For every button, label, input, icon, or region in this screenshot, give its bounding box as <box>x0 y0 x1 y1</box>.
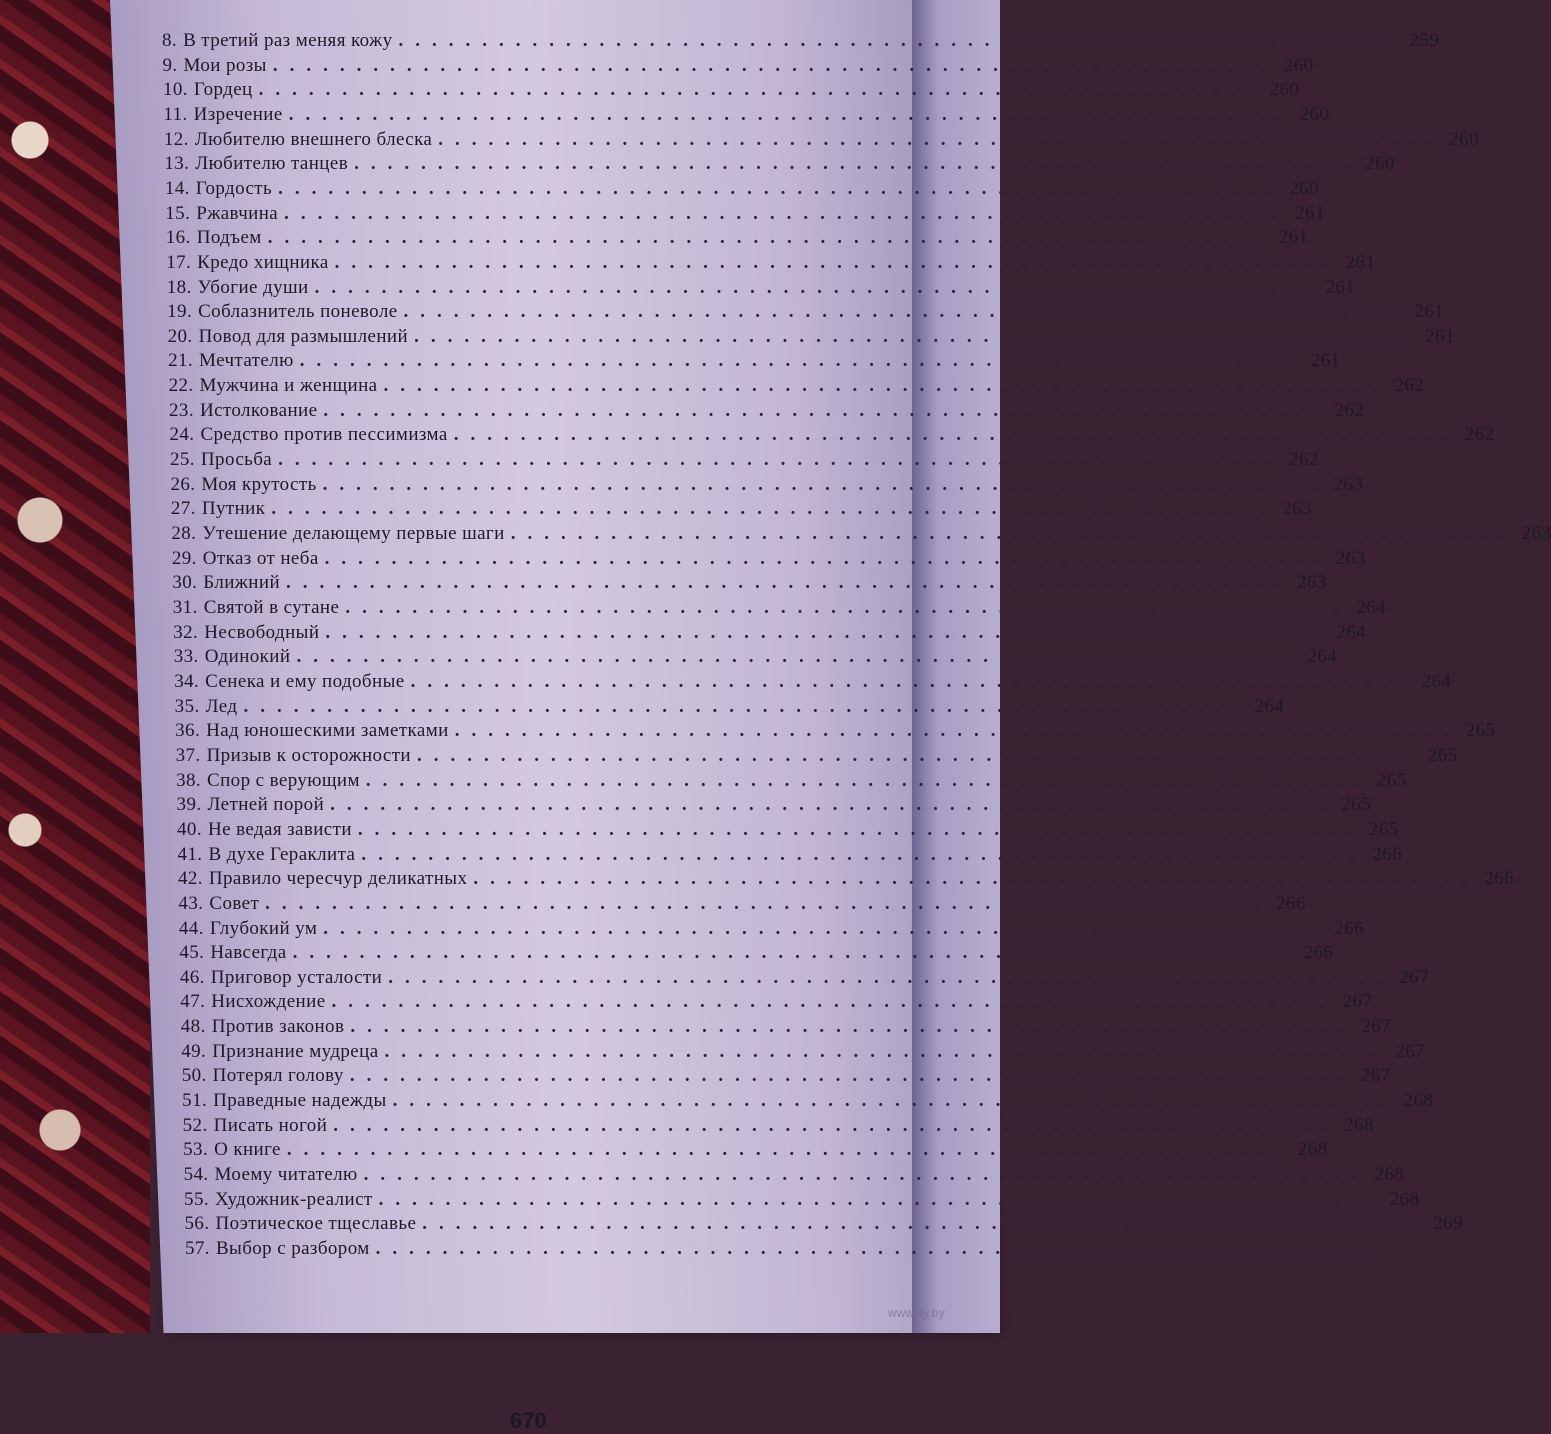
toc-entry-number: 44. <box>178 917 204 939</box>
dot-leader: ............................................................ <box>330 794 1336 816</box>
toc-entry-number: 13. <box>164 153 190 175</box>
toc-entry-title: Мужчина и женщина <box>199 375 378 397</box>
dot-leader: ............................................................ <box>314 276 1320 298</box>
toc-entry <box>182 1114 1374 1137</box>
toc-entry-number: 43. <box>178 892 204 914</box>
dot-leader: ............................................................ <box>392 1090 1398 1112</box>
dot-leader: ............................................................ <box>334 251 1340 273</box>
dot-leader: ............................................................ <box>422 1213 1428 1235</box>
toc-entry <box>183 1139 1328 1161</box>
toc-entry-number: 34. <box>174 670 200 692</box>
toc-entry-number: 27. <box>170 498 196 520</box>
dot-leader: ............................................................ <box>265 892 1271 914</box>
toc-entry-title: Повод для размышлений <box>198 325 409 347</box>
toc-entry-page: 261 <box>1310 350 1341 372</box>
toc-entry <box>166 276 1356 299</box>
dot-leader: ............................................................ <box>243 695 1249 717</box>
toc-entry-title: Убогие души <box>197 276 309 298</box>
toc-entry-page: 263 <box>1282 498 1313 520</box>
dot-leader: ............................................................ <box>284 202 1290 224</box>
toc-entry <box>181 1040 1426 1063</box>
toc-entry-number: 55. <box>184 1188 209 1210</box>
toc-entry <box>177 843 1403 866</box>
toc-entry-title: Писать ногой <box>213 1114 328 1136</box>
dot-leader: ............................................................ <box>350 1016 1356 1038</box>
dot-leader: ............................................................ <box>384 1040 1390 1062</box>
toc-entry <box>169 399 1365 422</box>
toc-entry <box>164 177 1319 200</box>
dot-leader: ............................................................ <box>322 473 1328 495</box>
toc-entry-page: 260 <box>1289 177 1319 199</box>
dot-leader: ............................................................ <box>354 153 1360 175</box>
toc-entry <box>183 1164 1405 1186</box>
toc-entry-title: Одинокий <box>204 646 291 668</box>
dot-leader: ............................................................ <box>324 547 1330 569</box>
dot-leader: ............................................................ <box>323 399 1329 421</box>
toc-entry-title: В третий раз меняя кожу <box>183 30 393 51</box>
dot-leader: ............................................................ <box>453 424 1459 446</box>
toc-entry-title: Потерял голову <box>212 1065 344 1087</box>
toc-entry-number: 38. <box>176 769 202 791</box>
toc-entry-title: Гордость <box>195 177 273 199</box>
toc-entry-number: 37. <box>175 744 201 766</box>
page-number: 670 <box>510 1408 547 1433</box>
toc-entry-number: 17. <box>166 251 192 273</box>
toc-entry <box>175 744 1458 767</box>
toc-entry-number: 57. <box>185 1238 210 1259</box>
toc-entry <box>185 1238 1381 1260</box>
toc-entry-title: Над юношескими заметками <box>206 720 449 742</box>
toc-entry-title: Мои розы <box>183 54 267 76</box>
toc-entry <box>170 498 1313 520</box>
toc-entry-title: Навсегда <box>210 942 287 964</box>
toc-entry-title: Мечтателю <box>199 350 294 372</box>
toc-entry-number: 46. <box>179 966 205 988</box>
toc-entry-page: 263 <box>1521 523 1551 545</box>
toc-entry-page: 261 <box>1325 276 1356 298</box>
toc-entry-title: Ржавчина <box>196 202 279 224</box>
toc-entry <box>173 646 1338 668</box>
toc-entry <box>167 325 1455 348</box>
dot-leader: ............................................................ <box>286 1139 1292 1161</box>
toc-entry <box>174 670 1452 693</box>
toc-entry-number: 47. <box>180 991 206 1013</box>
toc-entry-page: 266 <box>1303 942 1334 964</box>
toc-entry-title: Праведные надежды <box>213 1090 387 1112</box>
toc-entry-page: 268 <box>1389 1188 1420 1210</box>
toc-entry-number: 19. <box>167 301 193 323</box>
toc-entry-page: 261 <box>1414 301 1445 323</box>
dot-leader: ............................................................ <box>278 177 1284 199</box>
toc-entry-page: 262 <box>1289 449 1319 471</box>
toc-entry-title: Художник-реалист <box>215 1188 373 1210</box>
dot-leader: ............................................................ <box>510 523 1516 545</box>
toc-entry-title: Против законов <box>211 1016 345 1038</box>
toc-entry-page: 260 <box>1449 128 1479 150</box>
toc-entry <box>162 54 1314 77</box>
toc-entry <box>165 227 1309 249</box>
toc-entry-title: Сенека и ему подобные <box>205 670 405 692</box>
toc-entry-number: 25. <box>169 449 195 471</box>
toc-entry-number: 30. <box>172 572 198 594</box>
dot-leader: ............................................................ <box>410 670 1416 692</box>
toc-entry-title: Несвободный <box>204 621 320 643</box>
toc-entry-title: Поэтическое тщеславье <box>215 1213 417 1235</box>
toc-entry-number: 22. <box>168 375 194 397</box>
toc-entry-page: 262 <box>1464 424 1495 446</box>
toc-entry-page: 264 <box>1421 670 1452 692</box>
dot-leader: ............................................................ <box>403 301 1409 323</box>
toc-entry-title: Любителю танцев <box>195 153 349 175</box>
toc-entry-number: 33. <box>173 646 199 668</box>
toc-entry-title: Отказ от неба <box>202 547 319 569</box>
toc-entry-number: 12. <box>163 128 189 150</box>
toc-entry-page: 259 <box>1409 30 1440 51</box>
toc-entry-title: Признание мудреца <box>212 1040 379 1062</box>
toc-entry-title: Призыв к осторожности <box>206 744 411 766</box>
toc-entry-page: 262 <box>1394 375 1425 397</box>
toc-entry-title: Глубокий ум <box>209 917 318 939</box>
toc-entry-page: 269 <box>1433 1213 1463 1235</box>
toc-entry <box>163 103 1330 126</box>
toc-entry-page: 261 <box>1295 202 1325 224</box>
toc-entry-page: 267 <box>1360 1065 1391 1087</box>
toc-entry-number: 28. <box>171 523 197 545</box>
toc-entry-title: Средство против пессимизма <box>200 424 448 446</box>
toc-entry-title: Ближний <box>203 572 281 594</box>
toc-entry-title: Не ведая зависти <box>207 818 352 840</box>
dot-leader: ............................................................ <box>288 103 1294 125</box>
toc-entry-page: 260 <box>1299 103 1330 125</box>
dot-leader: ............................................................ <box>438 128 1444 150</box>
dot-leader: ............................................................ <box>267 227 1273 249</box>
toc-entry-page: 261 <box>1425 325 1455 347</box>
toc-entry <box>163 128 1479 151</box>
toc-entry-number: 54. <box>183 1164 209 1186</box>
toc-entry-page: 260 <box>1283 54 1314 76</box>
toc-entry-title: Любителю внешнего блеска <box>194 128 433 150</box>
toc-entry-page: 260 <box>1365 153 1395 175</box>
toc-entry-title: Путник <box>201 498 266 520</box>
toc-entry-title: Изречение <box>193 103 283 125</box>
dot-leader: ............................................................ <box>345 597 1351 619</box>
toc-entry-title: Святой в сутане <box>203 597 340 619</box>
toc-entry-page: 265 <box>1465 720 1496 742</box>
toc-entry <box>173 621 1367 644</box>
toc-entry <box>168 350 1341 372</box>
toc-entry-page: 261 <box>1278 227 1309 249</box>
toc-entry-number: 50. <box>181 1065 207 1087</box>
toc-entry <box>178 892 1306 915</box>
toc-entry-page: 265 <box>1376 769 1407 791</box>
toc-entry-title: Соблазнитель поневоле <box>198 301 398 323</box>
toc-entry <box>166 251 1376 274</box>
dot-leader: ............................................................ <box>378 1188 1384 1210</box>
dot-leader: ............................................................ <box>325 621 1331 643</box>
toc-entry-number: 36. <box>175 720 201 742</box>
toc-entry-page: 266 <box>1334 917 1364 939</box>
dot-leader: ............................................................ <box>383 375 1389 397</box>
toc-entry-page: 265 <box>1368 818 1399 840</box>
dot-leader: ............................................................ <box>363 1164 1369 1186</box>
watermark: www.ay.by <box>888 1306 945 1320</box>
toc-entry <box>162 79 1300 101</box>
toc-entry-number: 56. <box>184 1213 210 1235</box>
toc-entry-page: 261 <box>1345 251 1376 273</box>
toc-entry-page: 262 <box>1334 399 1365 421</box>
toc-entry-page: 260 <box>1269 79 1300 101</box>
toc-entry-title: Истолкование <box>199 399 318 421</box>
toc-entry <box>176 769 1407 792</box>
toc-entry <box>172 572 1327 594</box>
toc-entry-page: 267 <box>1361 1016 1392 1038</box>
toc-entry-page: 263 <box>1335 547 1366 569</box>
toc-entry-title: Спор с верующим <box>207 769 360 791</box>
toc-entry <box>179 942 1334 964</box>
toc-entry <box>177 818 1399 841</box>
toc-entry-page: 266 <box>1372 843 1403 865</box>
toc-entry-page: 264 <box>1307 646 1338 668</box>
toc-entry <box>169 424 1495 446</box>
toc-entry-page: 268 <box>1403 1090 1434 1112</box>
toc-entry-number: 26. <box>170 473 196 495</box>
dot-leader: ............................................................ <box>292 942 1298 964</box>
dot-leader: ............................................................ <box>414 325 1420 347</box>
toc-entry-page: 266 <box>1276 892 1306 914</box>
toc-entry <box>180 1016 1392 1038</box>
toc-entry-page: 264 <box>1254 695 1285 717</box>
toc-entry <box>178 917 1364 940</box>
toc-entry-number: 18. <box>166 276 192 298</box>
toc-entry-number: 48. <box>180 1016 206 1038</box>
dot-leader: ............................................................ <box>375 1238 1381 1259</box>
dot-leader: ............................................................ <box>271 498 1277 520</box>
toc-entry-title: Нисхождение <box>211 991 326 1013</box>
toc-entry-number: 45. <box>179 942 205 964</box>
toc-entry-title: Летней порой <box>207 794 325 816</box>
toc-entry <box>176 794 1371 816</box>
toc-entry-number: 24. <box>169 424 195 446</box>
toc-entry-number: 11. <box>163 103 188 125</box>
toc-entry <box>171 523 1551 545</box>
toc-entry-page: 267 <box>1399 966 1429 988</box>
toc-entry-number: 42. <box>177 868 203 890</box>
toc-entry <box>180 991 1373 1013</box>
toc-entry-number: 40. <box>177 818 202 840</box>
dot-leader: ............................................................ <box>388 966 1394 988</box>
toc-entry-number: 10. <box>162 79 188 101</box>
toc-entry-title: Утешение делающему первые шаги <box>202 523 505 545</box>
toc-entry-title: Правило чересчур деликатных <box>208 868 468 890</box>
dot-leader: ............................................................ <box>357 818 1363 840</box>
dot-leader: ............................................................ <box>454 720 1460 742</box>
dot-leader: ............................................................ <box>278 449 1284 471</box>
toc-entry-title: Подъем <box>196 227 262 249</box>
toc-entry-page: 263 <box>1297 572 1327 594</box>
toc-entry <box>175 720 1496 742</box>
toc-entry-number: 15. <box>165 202 191 224</box>
toc-entry-title: Просьба <box>200 449 273 471</box>
toc-entry <box>177 868 1515 890</box>
dot-leader: ............................................................ <box>286 572 1292 594</box>
toc-entry-title: Гордец <box>193 79 253 101</box>
toc-entry <box>167 301 1445 323</box>
toc-entry-number: 21. <box>168 350 194 372</box>
toc-entry-page: 268 <box>1374 1164 1405 1186</box>
toc-entry <box>171 547 1366 570</box>
toc-entry <box>184 1188 1420 1211</box>
toc-entry-number: 16. <box>165 227 191 249</box>
dot-leader: ............................................................ <box>296 646 1302 668</box>
toc-entry-number: 32. <box>173 621 199 643</box>
toc-entry <box>168 375 1425 397</box>
dot-leader: ............................................................ <box>365 769 1371 791</box>
toc-entry-page: 266 <box>1484 868 1515 890</box>
dot-leader: ............................................................ <box>473 868 1479 890</box>
dot-leader: ............................................................ <box>361 843 1367 865</box>
dot-leader: ............................................................ <box>333 1114 1339 1136</box>
toc-entry-number: 20. <box>167 325 193 347</box>
toc-entry <box>174 695 1285 718</box>
toc-entry-page: 265 <box>1427 744 1458 766</box>
dot-leader: ............................................................ <box>331 991 1337 1013</box>
toc-entry <box>165 202 1325 225</box>
toc-entry <box>182 1090 1434 1112</box>
toc-entry-title: Моему читателю <box>214 1164 358 1186</box>
dot-leader: ............................................................ <box>299 350 1305 372</box>
toc-entry-title: Моя крутость <box>201 473 317 495</box>
toc-entry-page: 268 <box>1344 1114 1374 1136</box>
toc-entry-number: 49. <box>181 1040 207 1062</box>
dot-leader: ............................................................ <box>349 1065 1355 1087</box>
toc-entry-number: 35. <box>174 695 200 717</box>
toc-entry-title: Выбор с разбором <box>215 1238 370 1259</box>
toc-entry-title: В духе Гераклита <box>208 843 356 865</box>
toc-entry <box>170 473 1364 496</box>
toc-entry-number: 53. <box>183 1139 209 1161</box>
toc-entry <box>169 449 1319 471</box>
toc-entry <box>181 1065 1391 1087</box>
toc-entry <box>179 966 1429 989</box>
toc-entry <box>172 597 1387 619</box>
dot-leader: ............................................................ <box>398 30 1404 51</box>
toc-entry-page: 263 <box>1333 473 1364 495</box>
toc-entry-number: 8. <box>162 30 178 51</box>
toc-entry-number: 14. <box>164 177 190 199</box>
dot-leader: ............................................................ <box>416 744 1422 766</box>
toc-entry-page: 268 <box>1297 1139 1328 1161</box>
toc-entry-number: 23. <box>169 399 194 421</box>
toc-entry <box>162 30 1440 52</box>
toc-entry-title: Совет <box>209 892 260 914</box>
toc-entry-page: 264 <box>1336 621 1367 643</box>
toc-entry <box>164 153 1395 175</box>
toc-entry-title: О книге <box>214 1139 281 1161</box>
toc-entry-number: 39. <box>176 794 202 816</box>
toc-entry-number: 52. <box>182 1114 208 1136</box>
toc-entry-number: 51. <box>182 1090 208 1112</box>
toc-entry-page: 267 <box>1395 1040 1426 1062</box>
toc-entry-title: Кредо хищника <box>197 251 329 273</box>
toc-entry-number: 29. <box>171 547 197 569</box>
toc-entry-page: 265 <box>1341 794 1371 816</box>
toc-entry-number: 31. <box>172 597 198 619</box>
toc-entry <box>184 1213 1463 1235</box>
toc-entry-number: 41. <box>177 843 203 865</box>
dot-leader: ............................................................ <box>323 917 1329 939</box>
toc-entry-title: Лед <box>205 695 238 717</box>
toc-entry-number: 9. <box>162 54 178 76</box>
toc-entry-page: 264 <box>1356 597 1387 619</box>
toc-entry-page: 267 <box>1342 991 1373 1013</box>
dot-leader: ............................................................ <box>272 54 1278 76</box>
dot-leader: ............................................................ <box>258 79 1264 101</box>
toc-entry-title: Приговор усталости <box>210 966 383 988</box>
